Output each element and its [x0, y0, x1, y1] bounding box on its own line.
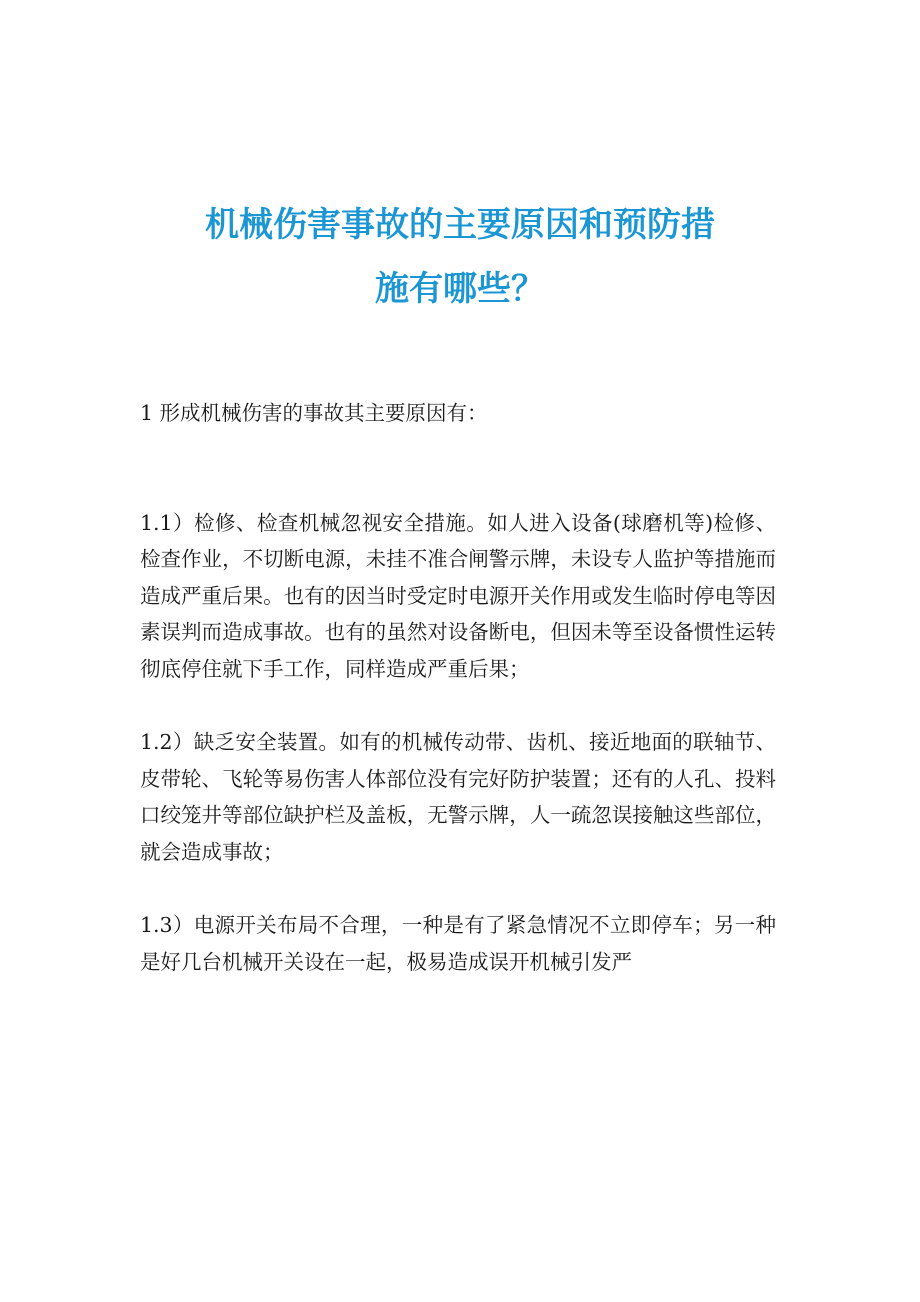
- paragraph-1-1: 1.1）检修、检查机械忽视安全措施。如人进入设备(球磨机等)检修、检查作业，不切断电源，未挂不准合闸警示牌，未设专人监护等措施而造成严重后果。也有的因当时受定时电源开关作用或发生临时停电等因素误判而造成事故。也有的虽然对设备断电，但因未等至设备惯性运转彻底停住就下手工作，同样造成严重后果；: [140, 510, 776, 681]
- title-line-1: 机械伤害事故的主要原因和预防措: [205, 205, 715, 245]
- page-title: [140, 193, 780, 321]
- paragraph-1-3: 1.3）电源开关布局不合理，一种是有了紧急情况不立即停车；另一种是好几台机械开关设在一起，极易造成误开机械引发严: [140, 913, 776, 974]
- paragraph-1-2: 1.2）缺乏安全装置。如有的机械传动带、齿机、接近地面的联轴节、皮带轮、飞轮等易伤害人体部位没有完好防护装置；还有的人孔、投料口绞笼井等部位缺护栏及盖板，无警示牌，人一疏忽误接触这些部位，就会造成事故；: [140, 730, 776, 864]
- document-body: [140, 395, 776, 1017]
- title-line-2: 施有哪些？: [375, 269, 545, 309]
- section-heading: 1 形成机械伤害的事故其主要原因有：: [140, 401, 488, 425]
